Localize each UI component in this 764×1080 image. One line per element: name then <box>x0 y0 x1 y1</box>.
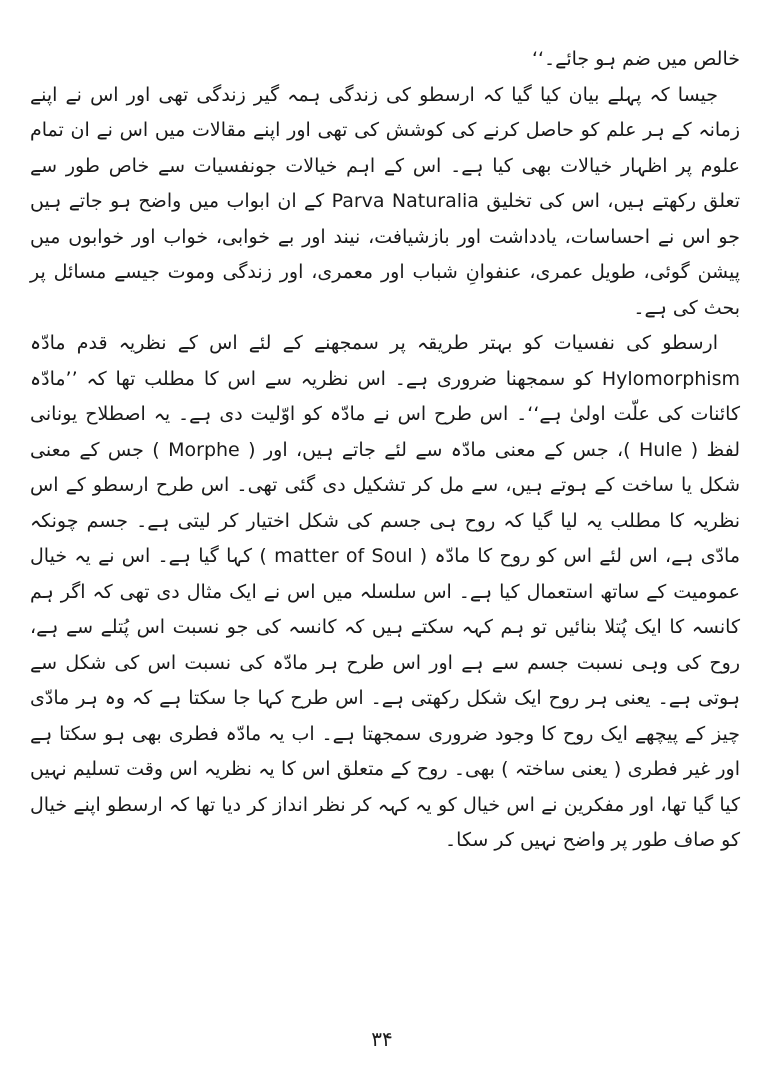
page-number: ۳۴ <box>371 1027 393 1051</box>
paragraph-aristotle-works: جیسا کہ پہلے بیان کیا گیا کہ ارسطو کی زندگی ہمہ گیر زندگی تھی اور اس نے اپنے زمانہ کے ہر علم کو حاصل کرنے کی کوشش کی تھی اور اپنے مقالات میں اس نے ان تمام علوم پر اظہار خیالات بھی کیا ہے۔ اس کے اہم خیالات جونفسیات سے خاص طور سے تعلق رکھتے ہیں، اس کی تخلیق Parva Naturalia کے ان ابواب میں واضح ہو جاتے ہیں جو اس نے احساسات، یادداشت اور بازشیافت، نیند اور بے خوابی، خواب اور خوابوں میں پیشن گوئی، طویل عمری، عنفوانِ شباب اور معمری، اور زندگی وموت جیسے مسائل پر بحث کی ہے۔ <box>30 83 741 319</box>
paragraph-hylomorphism: ارسطو کی نفسیات کو بہتر طریقہ پر سمجھنے کے لئے اس کے نظریہ قدم مادّہ Hylomorphism کو سمجھنا ضروری ہے۔ اس نظریہ سے اس کا مطلب تھا کہ ’’مادّہ کائنات کی علّت اولیٰ ہے‘‘۔ اس طرح اس نے مادّہ کو اوّلیت دی ہے۔ یہ اصطلاح یونانی لفظ ( Hule )، جس کے معنی مادّہ سے لئے جاتے ہیں، اور ( Morphe ) جس کے معنی شکل یا ساخت کے ہوتے ہیں، سے مل کر تشکیل دی گئی تھی۔ اس طرح ارسطو کے اس نظریہ کا مطلب یہ لیا گیا کہ روح ہی جسم کی شکل اختیار کر لیتی ہے۔ جسم چونکہ مادّی ہے، اس لئے اس کو روح کا مادّہ ( matter of Soul ) کہا گیا ہے۔ اس نے یہ خیال عمومیت کے ساتھ استعمال کیا ہے۔ اس سلسلہ میں اس نے ایک مثال دی تھی کہ اگر ہم کانسہ کا ایک پُتلا بنائیں تو ہم کہہ سکتے ہیں کہ کانسہ کی جو نسبت اس پُتلے سے ہے، روح کی وہی نسبت جسم سے ہے اور اس طرح ہر مادّہ کی نسبت اس کی شکل سے ہوتی ہے۔ یعنی ہر روح ایک شکل رکھتی ہے۔ اس طرح کہا جا سکتا ہے کہ وہ ہر مادّی چیز کے پیچھے ایک روح کا وجود ضروری سمجھتا ہے۔ اب یہ مادّہ فطری بھی ہو سکتا ہے اور غیر فطری ( یعنی ساختہ ) بھی۔ روح کے متعلق اس کا یہ نظریہ اس وقت تسلیم نہیں کیا گیا تھا، اور مفکرین نے اس خیال کو یہ کہہ کر نظر انداز کر دیا تھا کہ ارسطو اپنے خیال کو صاف طور پر واضح نہیں کر سکا۔ <box>30 332 740 851</box>
body-text <box>30 42 740 859</box>
paragraph-quote-end: خالص میں ضم ہو جائے۔‘‘ <box>531 48 740 70</box>
